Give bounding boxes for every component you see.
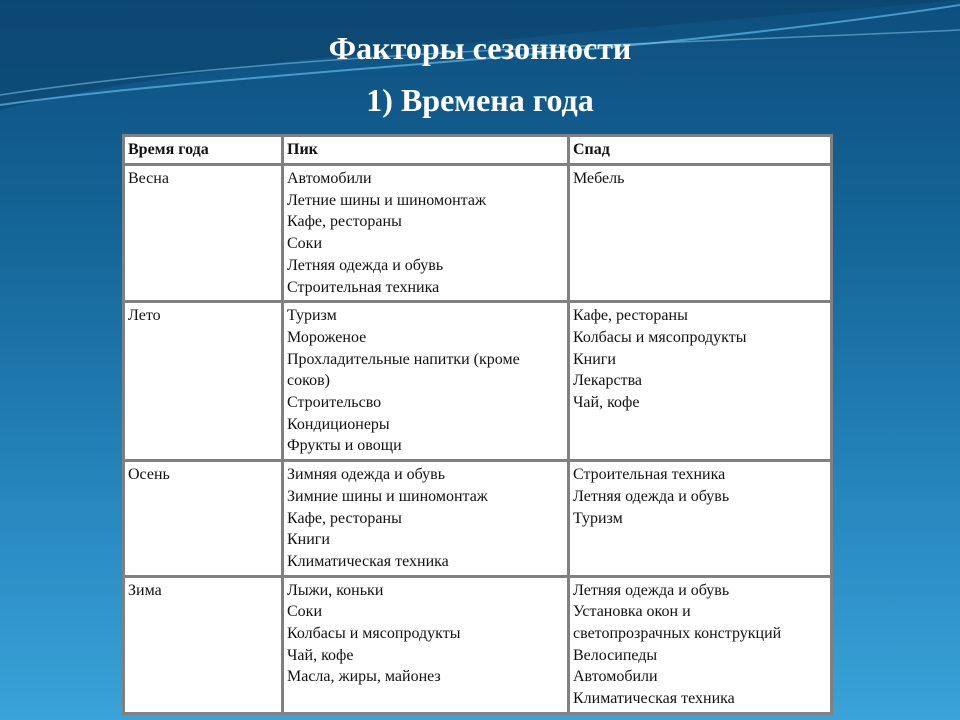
season-cell: Весна [124,165,283,302]
decline-cell [569,576,832,713]
decline-item: Велосипеды [573,646,658,664]
peak-cell [283,461,569,577]
decline-item: Колбасы и мясопродукты [573,328,747,346]
peak-item: Прохладительные напитки (кроме [287,350,520,368]
decline-item: Автомобили [573,668,658,686]
decline-item: Установка окон и [573,603,691,621]
slide-title: Факторы сезонности [328,30,632,66]
decline-item: Строительная техника [573,466,726,484]
peak-item: Зимняя одежда и обувь [287,466,446,484]
table-header-row [124,136,832,165]
header-peak: Пик [283,136,569,165]
table-row [124,165,832,302]
peak-cell [283,576,569,713]
peak-item: Кондиционеры [287,415,390,433]
decline-item: Лекарства [573,372,643,390]
peak-item: Книги [287,531,330,549]
peak-cell [283,302,569,461]
decline-cell [569,165,832,302]
peak-item: Зимние шины и шиномонтаж [287,487,488,505]
table-row [124,302,832,461]
table-row [124,576,832,713]
season-cell: Осень [124,461,283,577]
peak-item: Кафе, рестораны [287,509,402,527]
header-decline: Спад [569,136,832,165]
slide-subtitle: 1) Времена года [366,82,594,118]
peak-item: Климатическая техника [287,552,449,570]
header-season: Время года [124,136,283,165]
decline-item: Чай, кофе [573,394,640,412]
peak-cell [283,165,569,302]
decline-item: Туризм [573,509,623,527]
peak-item: Мороженое [287,328,367,346]
decline-cell [569,461,832,577]
seasonality-table [122,134,833,715]
decline-item: светопрозрачных конструкций [573,625,782,643]
peak-item: Летняя одежда и обувь [287,256,444,274]
decline-item: Климатическая техника [573,690,735,708]
peak-item: Соки [287,235,323,253]
peak-item: Соки [287,603,323,621]
table-row [124,461,832,577]
peak-item: Летние шины и шиномонтаж [287,191,486,209]
peak-item: Кафе, рестораны [287,213,402,231]
peak-item: Чай, кофе [287,646,354,664]
decline-item: Книги [573,350,616,368]
peak-item: Строительсво [287,394,382,412]
decline-item: Мебель [573,170,625,187]
decline-item: Летняя одежда и обувь [573,581,730,599]
peak-item: Колбасы и мясопродукты [287,625,461,643]
peak-item: Строительная техника [287,278,440,296]
decline-item: Кафе, рестораны [573,307,688,325]
peak-item: Автомобили [287,170,372,187]
peak-item: Масла, жиры, майонез [287,668,441,686]
peak-item: Туризм [287,307,337,325]
peak-item: соков) [287,372,330,390]
peak-item: Лыжи, коньки [287,581,384,599]
season-cell: Зима [124,576,283,713]
decline-item: Летняя одежда и обувь [573,487,730,505]
peak-item: Фрукты и овощи [287,437,402,455]
decline-cell [569,302,832,461]
season-cell: Лето [124,302,283,461]
